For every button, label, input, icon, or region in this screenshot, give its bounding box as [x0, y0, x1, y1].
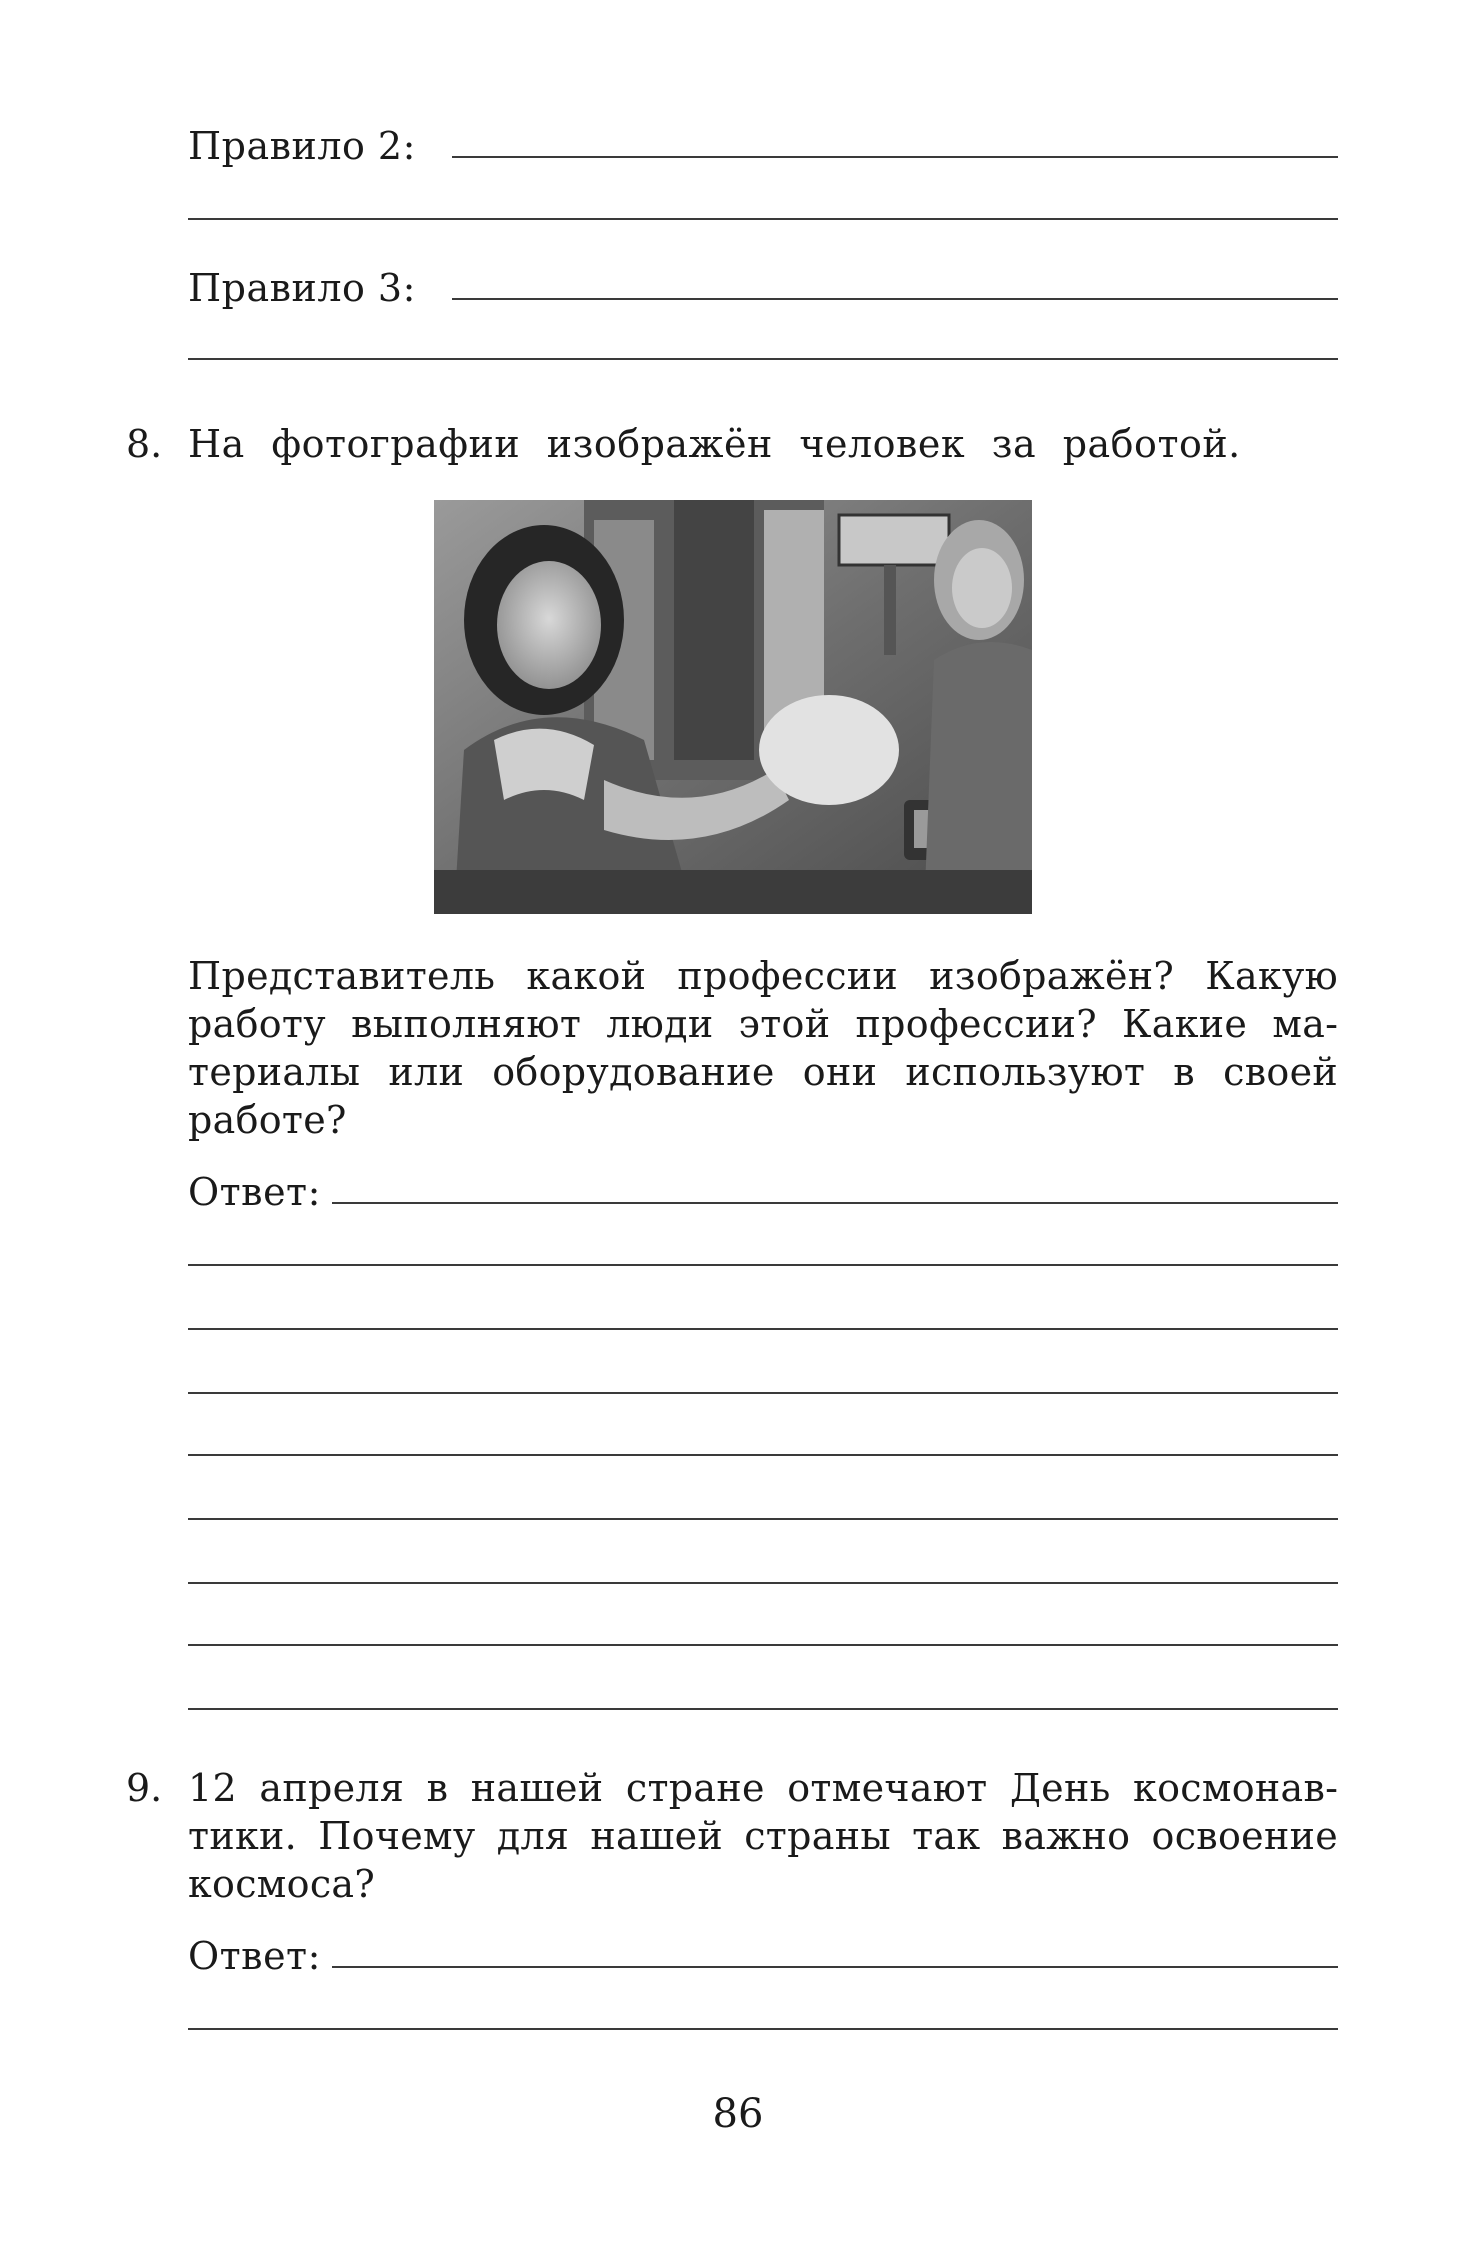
question-8-answer-line-5[interactable]	[188, 1454, 1338, 1456]
question-8-answer-line-8[interactable]	[188, 1644, 1338, 1646]
question-9-answer-line-2[interactable]	[188, 2028, 1338, 2030]
question-9-number: 9.	[126, 1766, 163, 1810]
question-8-prompt: Представитель какой профессии изображён? Какую работу выполняют люди этой профессии? Какие материалы или оборудование они используют в своей работе?	[188, 954, 1338, 1142]
question-9-answer-label: Ответ:	[188, 1934, 321, 1978]
question-8-text: На фотографии изображён человек за работой.	[188, 422, 1241, 466]
page-number: 86	[712, 2091, 764, 2137]
question-8-answer-label: Ответ:	[188, 1170, 321, 1214]
rule-3-answer-line-2[interactable]	[188, 358, 1338, 360]
rule-2-label: Правило 2:	[188, 124, 416, 168]
question-8-answer-line-2[interactable]	[188, 1264, 1338, 1266]
rule-3-answer-line[interactable]	[452, 298, 1338, 300]
rule-2-answer-line-2[interactable]	[188, 218, 1338, 220]
question-8-answer-line-4[interactable]	[188, 1392, 1338, 1394]
question-8-answer-line-3[interactable]	[188, 1328, 1338, 1330]
question-8-answer-line-7[interactable]	[188, 1582, 1338, 1584]
question-9-text: 12 апреля в нашей стране отмечают День космонавтики. Почему для нашей страны так важно освоение космоса?	[188, 1766, 1338, 1906]
photo-cashier-at-checkout	[434, 500, 1032, 914]
rule-2-answer-line[interactable]	[452, 156, 1338, 158]
question-8-number: 8.	[126, 422, 163, 466]
question-9-answer-line-1[interactable]	[332, 1966, 1338, 1968]
question-8-answer-line-9[interactable]	[188, 1708, 1338, 1710]
rule-3-label: Правило 3:	[188, 266, 416, 310]
question-8-answer-line-6[interactable]	[188, 1518, 1338, 1520]
question-8-answer-line-1[interactable]	[332, 1202, 1338, 1204]
